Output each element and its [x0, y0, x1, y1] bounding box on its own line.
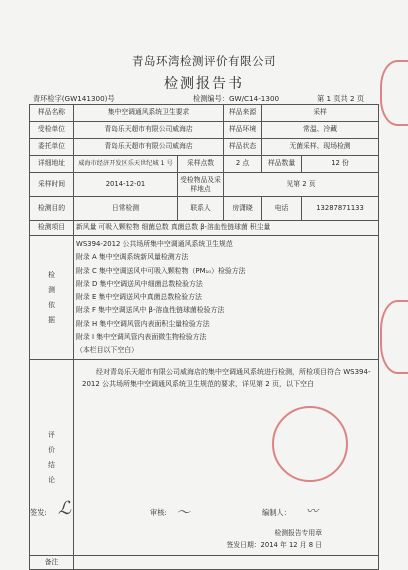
basis-line: 附录 F 集中空调送风中 β-溶血性链球菌检验方法 [76, 306, 225, 315]
conclusion-text: 经对青岛乐天超市有限公司威海店的集中空调通风系统进行检测，所检项目符合 WS394-2012 公共场所集中空调通风系统卫生规范的要求，详见第 2 页，以下空白 [82, 368, 371, 389]
contact-value: 房潇晓 [224, 197, 262, 221]
report-table [29, 104, 379, 570]
remark-label: 备注 [30, 556, 74, 570]
basis-line: WS394-2012 公共场所集中空调通风系统卫生规范 [76, 240, 233, 248]
items-value: 新风量 可吸入颗粒物 细菌总数 真菌总数 β-溶血性链球菌 积尘量 [74, 221, 379, 236]
prepare-signature-label: 编制人： [262, 508, 291, 517]
basis-label-char: 依 [48, 300, 55, 309]
purpose-label: 检测目的 [30, 197, 74, 221]
sample-name-value: 集中空调通风系统卫生要求 [74, 105, 224, 122]
points-label: 采样点数 [178, 156, 224, 173]
report-title: 检测报告书 [164, 76, 244, 92]
sample-source-label: 样品来源 [224, 105, 262, 122]
issue-signature-label: 签发: [30, 508, 47, 517]
time-value: 2014-12-01 [74, 173, 178, 197]
state-label: 样品状态 [224, 139, 262, 156]
address-value: 威海市经济开发区乐天世纪城 1 号 [74, 156, 178, 173]
basis-line: 附录 D 集中空调送风中细菌总数检验方法 [76, 279, 203, 288]
conclusion-label-char: 价 [48, 445, 55, 454]
basis-line: （本栏目以下空白） [76, 346, 139, 355]
report-number-center: 检测编号：GW/C14-1300 [193, 94, 280, 103]
org-name: 青岛环湾检测评价有限公司 [132, 54, 276, 68]
basis-label-char: 检 [48, 270, 55, 279]
address-label: 详细地址 [30, 156, 74, 173]
sample-source-value: 采样 [262, 105, 379, 122]
qty-label: 样品数量 [262, 156, 302, 173]
review-signature-label: 审核: [150, 508, 167, 517]
time-label: 采样时间 [30, 173, 74, 197]
conclusion-label-char: 论 [48, 475, 55, 484]
edge-seal-icon [380, 300, 408, 374]
purpose-value: 日常检测 [74, 197, 178, 221]
env-value: 常温、冷藏 [262, 122, 379, 139]
basis-line: 附录 I 集中空调风管内表面微生物检验方法 [76, 333, 207, 342]
place-label: 受检物品及采样地点 [178, 173, 224, 197]
basis-line: 附录 C 集中空调送风中可吸入颗粒物（PM₁₀）检验方法 [76, 266, 246, 275]
qty-value: 12 份 [302, 156, 379, 173]
issue-date: 签发日期：2014 年 12 月 8 日 [226, 540, 323, 549]
entrust-label: 委托单位 [30, 139, 74, 156]
items-label: 检测项目 [30, 221, 74, 236]
env-label: 样品环境 [224, 122, 262, 139]
client-label: 受检单位 [30, 122, 74, 139]
conclusion-label-char: 评 [48, 430, 55, 439]
edge-seal-icon [380, 60, 408, 126]
basis-line: 附录 A 集中空调系统新风量检测方法 [76, 253, 189, 262]
sample-name-label: 样品名称 [30, 105, 74, 122]
official-seal-icon [272, 406, 348, 482]
entrust-value: 青岛乐天超市有限公司威海店 [74, 139, 224, 156]
phone-label: 电话 [262, 197, 302, 221]
report-number-left: 青环检字(GW141300)号 [33, 94, 115, 103]
prepare-signature-icon: 〰 [306, 504, 319, 518]
issue-signature-icon: ℒ [58, 498, 71, 519]
points-value: 2 点 [224, 156, 262, 173]
phone-value: 13287871133 [302, 197, 379, 221]
state-value: 无菌采样、现场检测 [262, 139, 379, 156]
basis-label [30, 236, 74, 360]
page-indicator: 第 1 页共 2 页 [317, 94, 365, 103]
conclusion-seal-caption: 检测报告专用章 [274, 528, 323, 537]
contact-label: 联系人 [178, 197, 224, 221]
place-value: 见第 2 页 [224, 173, 379, 197]
basis-label-char: 据 [48, 315, 55, 324]
basis-list [74, 236, 379, 360]
basis-line: 附录 E 集中空调送风中真菌总数检验方法 [76, 293, 202, 302]
basis-label-char: 测 [48, 285, 55, 294]
remark-value [74, 556, 379, 570]
conclusion-label-char: 结 [48, 460, 55, 469]
client-value: 青岛乐天超市有限公司威海店 [74, 122, 224, 139]
basis-line: 附录 H 集中空调风管内表面积尘量检验方法 [76, 319, 210, 328]
review-signature-icon: 〜 [176, 505, 190, 521]
conclusion-label [30, 360, 74, 556]
